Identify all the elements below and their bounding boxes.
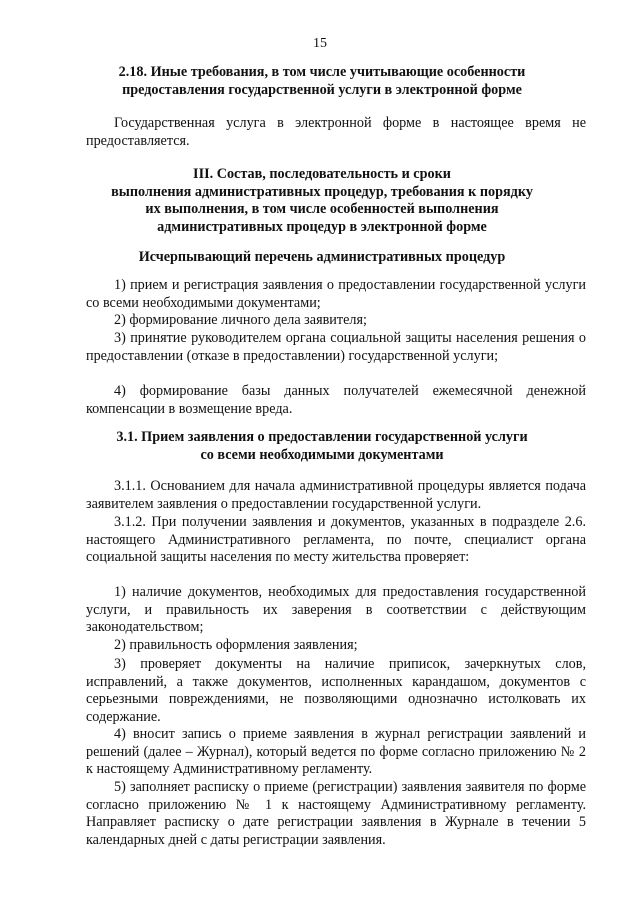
list-item: 4) формирование базы данных получателей ежемесячной денежной компенсации в возмещение вреда. xyxy=(86,383,586,417)
heading-line: 2.18. Иные требования, в том числе учитывающие особенности xyxy=(118,64,526,80)
paragraph: 2) правильность оформления заявления; xyxy=(114,637,358,653)
procedures-subheading: Исчерпывающий перечень административных процедур xyxy=(138,249,506,265)
list-item: 3) принятие руководителем органа социальной защиты населения решения о предоставлении (отказе в предоставлении) государственной услуги; xyxy=(86,330,586,364)
paragraph: 5) заполняет расписку о приеме (регистрации) заявления заявителя по форме согласно приложению № 1 к настоящему Административному регламенту. Направляет расписку о дате регистрации заявления в Журнале в течении 5 календарных дней с даты регистрации заявления. xyxy=(86,779,586,848)
heading-line: их выполнения, в том числе особенностей выполнения xyxy=(145,201,499,217)
heading-line: предоставления государственной услуги в электронной форме xyxy=(122,81,522,98)
paragraph: 1) наличие документов, необходимых для предоставления государственной услуги, и правильность их заверения в соответствии с действующим законодательством; xyxy=(86,584,586,636)
heading-line: 3.1. Прием заявления о предоставлении государственной услуги xyxy=(116,429,528,445)
heading-line: III. Состав, последовательность и сроки xyxy=(193,166,451,182)
section-2-18-heading xyxy=(60,64,584,99)
list-item: 2) формирование личного дела заявителя; xyxy=(114,312,367,328)
heading-line: выполнения административных процедур, требования к порядку xyxy=(111,183,533,200)
paragraph: 3.1.1. Основанием для начала административной процедуры является подача заявителем заявления о предоставлении государственной услуги. xyxy=(86,478,586,512)
heading-line: административных процедур в электронной форме xyxy=(157,218,487,235)
paragraph: Государственная услуга в электронной форме в настоящее время не предоставляется. xyxy=(86,115,586,149)
section-3-heading xyxy=(60,166,584,236)
paragraph: 4) вносит запись о приеме заявления в журнал регистрации заявлений и решений (далее – Журнал), который ведется по форме согласно приложению № 2 к настоящему Административному регламенту. xyxy=(86,726,586,778)
heading-line: со всеми необходимыми документами xyxy=(200,446,444,463)
section-3-1-heading xyxy=(60,429,584,464)
paragraph: 3) проверяет документы на наличие приписок, зачеркнутых слов, исправлений, а также документов, исполненных карандашом, документов с серьезными повреждениями, не позволяющими однозначно истолковать их содержание. xyxy=(86,656,586,725)
page-number: 15 xyxy=(313,36,327,51)
list-item: 1) прием и регистрация заявления о предоставлении государственной услуги со всеми необходимыми документами; xyxy=(86,277,586,311)
paragraph: 3.1.2. При получении заявления и документов, указанных в подразделе 2.6. настоящего Административного регламента, по почте, специалист органа социальной защиты населения по месту жительства проверяет: xyxy=(86,514,586,566)
